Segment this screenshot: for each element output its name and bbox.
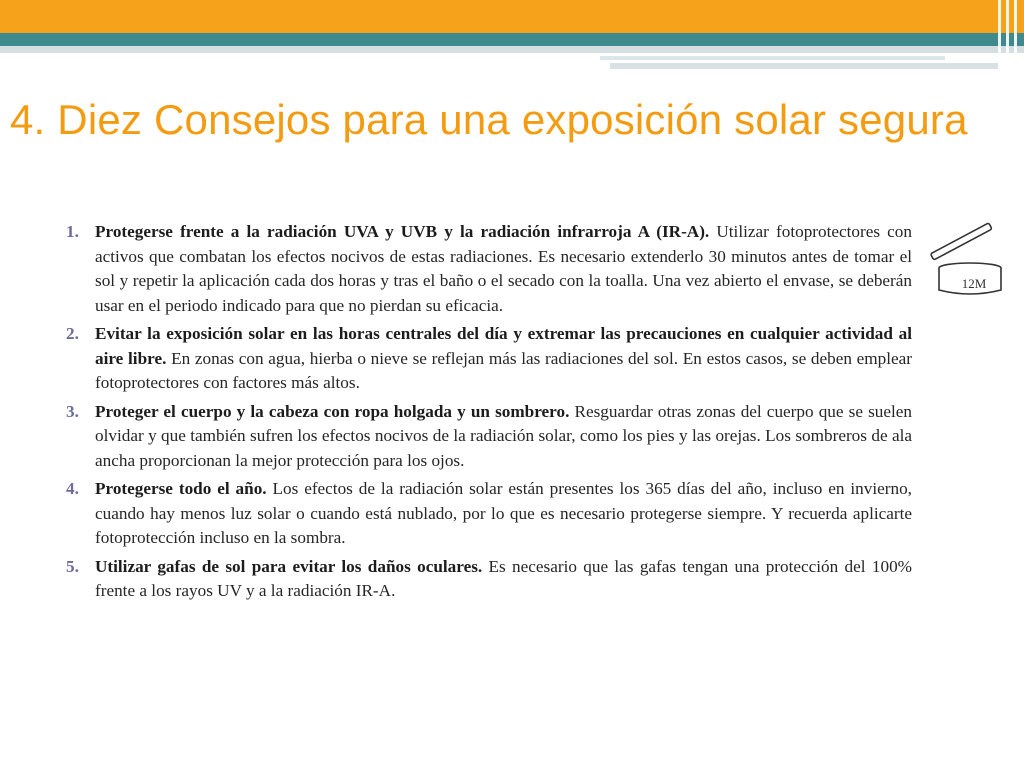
item-text: Es necesario que las gafas tengan una protección del 100% frente a los rayos UV y a la radiación IR-A. — [95, 556, 912, 600]
header-light-bar-2 — [600, 56, 945, 60]
list-item — [66, 322, 912, 396]
item-text: Utilizar fotoprotectores con activos que combatan los efectos nocivos de estas radiaciones. Es necesario extenderlo 30 minutos antes de tomar el sol y repetir la aplicación cada dos horas y tras el baño o el secado con la toalla. Una vez abierto el envase, se deberán usar en el periodo indicado para que no pierdan su eficacia. — [95, 222, 912, 315]
header-light-bar — [0, 46, 1024, 53]
item-text: Resguardar otras zonas del cuerpo que se suelen olvidar y que también sufren los efectos nocivos de la radiación solar, como los pies y las orejas. Los sombreros de ala ancha proporcionan la mejor protección para los ojos. — [95, 401, 912, 470]
header-stripes — [994, 0, 1024, 70]
pao-label: 12M — [961, 276, 987, 291]
header-orange-bar — [0, 0, 1024, 33]
list-number: 5. — [66, 556, 79, 576]
item-text: Los efectos de la radiación solar están presentes los 365 días del año, incluso en invierno, cuando hay menos luz solar o cuando está nublado, por lo que es necesario protegerse siempre. Y recuerda aplicarte fotoprotección incluso en la sombra. — [95, 479, 912, 547]
list-number: 2. — [66, 324, 79, 343]
header-light-bar-3 — [610, 63, 1000, 69]
item-text: En zonas con agua, hierba o nieve se reflejan más las radiaciones del sol. En estos casos, se deben emplear fotoprotectores con factores más altos. — [95, 348, 913, 392]
item-heading: Evitar la exposición solar en las horas centrales del día y extremar las precauciones en cualquier actividad al aire libre. — [95, 324, 912, 368]
list-item — [66, 555, 912, 604]
slide-title: 4. Diez Consejos para una exposición solar segura — [10, 96, 968, 143]
header-teal-bar — [0, 33, 1024, 46]
item-heading: Protegerse frente a la radiación UVA y UVB y la radiación infrarroja A (IR-A). — [95, 222, 710, 241]
list-number: 4. — [66, 479, 79, 498]
list-item — [66, 477, 912, 551]
tips-list — [66, 220, 912, 608]
item-heading: Proteger el cuerpo y la cabeza con ropa holgada y un sombrero. — [95, 401, 570, 421]
item-heading: Utilizar gafas de sol para evitar los daños oculares. — [95, 556, 483, 576]
item-heading: Protegerse todo el año. — [95, 479, 267, 498]
list-item — [66, 400, 912, 474]
list-number: 1. — [66, 222, 79, 241]
list-number: 3. — [66, 401, 79, 421]
list-item — [66, 220, 912, 318]
